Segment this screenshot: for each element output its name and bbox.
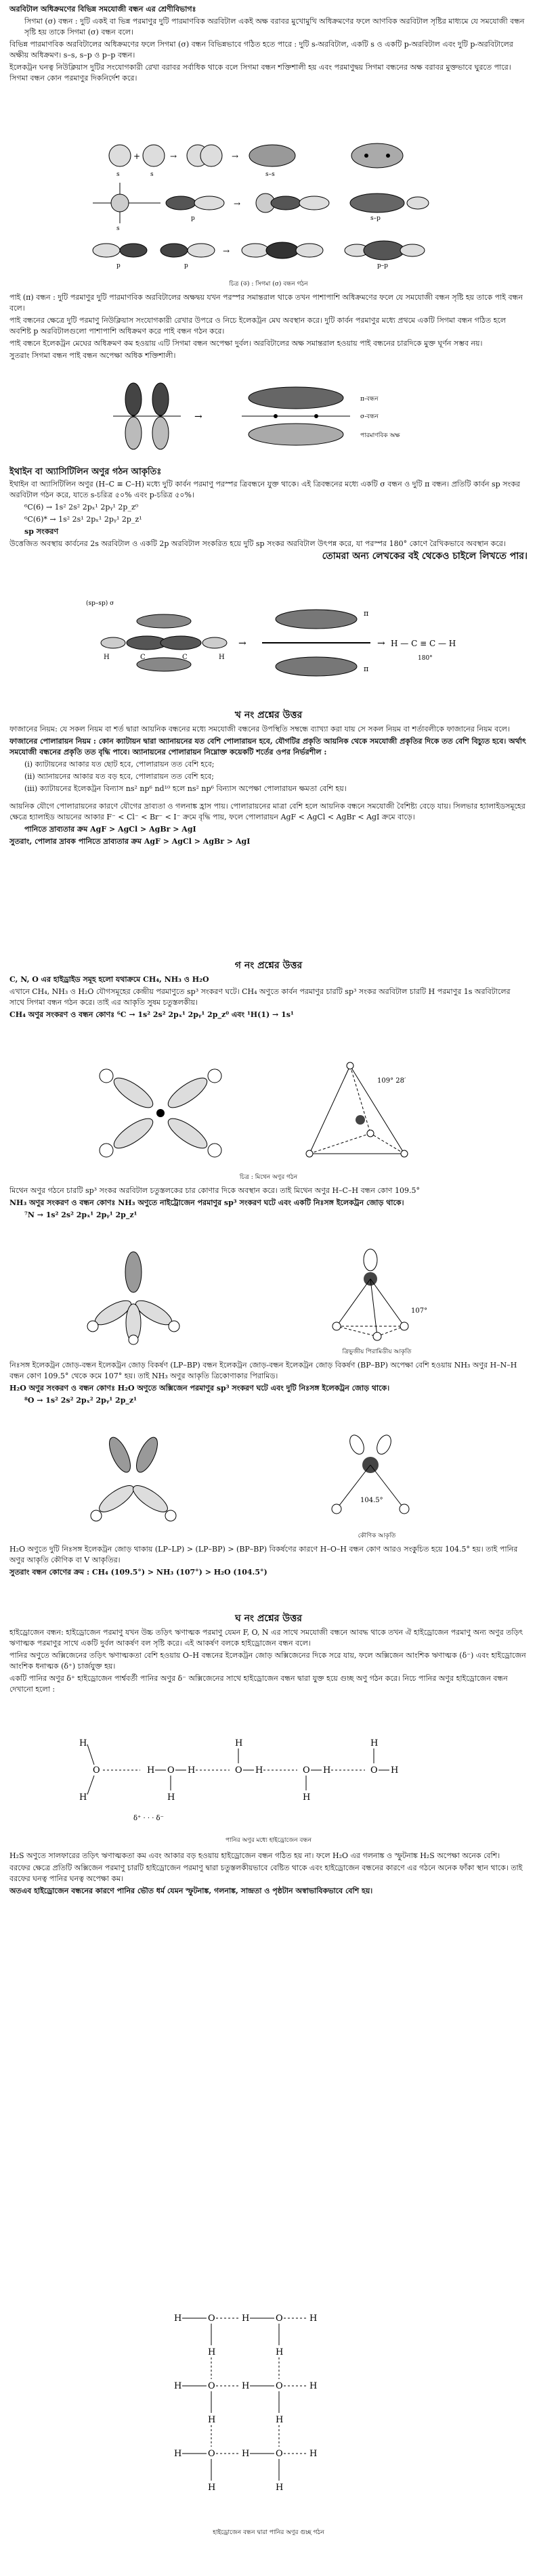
- svg-text:→: →: [233, 199, 240, 208]
- nh3-explanation: নিঃসঙ্গ ইলেকট্রন জোড়-বন্ধন ইলেকট্রন জোড় বিকর্ষণ (LP–BP) বন্ধন ইলেকট্রন জোড়-বন্ধন ইলেকট্রন জোড় বিকর্ষণ (BP–BP) অপেক্ষা বেশি হওয়ায় NH₃ অণুর H–N–H বন্ধন কোণ 109.5° থেকে কমে 107° হয়। তাই NH₃ অণুর আকৃতি ত্রিকোণাকার পিরামিড।: [9, 1361, 517, 1380]
- ch4-caption: চিত্র : মিথেন অণুর গঠন: [239, 1174, 298, 1181]
- fig1-caption: চিত্র (ক) : সিগমা (σ) বন্ধন গঠন: [229, 281, 308, 288]
- fig1-label-4: p: [190, 215, 195, 222]
- sigma-definition: সিগমা (σ) বন্ধন : দুটি একই বা ভিন্ন পরমাণুর দুটি পারমাণবিক অরবিটাল একই অক্ষ বরাবর মুখোমুখি অধিক্রমণের ফলে আণবিক অরবিটাল সৃষ্টির মাধ্যমে যে সমযোজী বন্ধন সৃষ্টি হয় তাকে সিগমা (σ) বন্ধন বলে।: [24, 17, 525, 37]
- svg-text:O: O: [207, 2449, 215, 2459]
- ethyne-label-8: 180°: [417, 655, 433, 662]
- svg-text:H: H: [79, 1792, 87, 1803]
- hbond-figure: [0, 1719, 537, 1834]
- svg-text:→: →: [194, 411, 202, 422]
- pi-fig-label-0: π-বন্ধন: [360, 396, 378, 403]
- h2s-comparison: H₂S অণুতে সালফারের তড়িৎ ঋণাত্মকতা কম এবং আকার বড় হওয়ায় হাইড্রোজেন বন্ধন গঠিত হয় না। ফলে H₂O এর গলনাঙ্ক ও স্ফুটনাঙ্ক H₂S অপেক্ষা অনেক বেশি।: [9, 1851, 500, 1860]
- h2o-angle-label: 104.5°: [360, 1497, 383, 1504]
- nh3-orbitals: [87, 1252, 179, 1345]
- hbond-conclusion: অতএব হাইড্রোজেন বন্ধনের কারণে পানির ভৌত ধর্ম যেমন স্ফুটনাঙ্ক, গলনাঙ্ক, সান্দ্রতা ও পৃষ্ঠটান অস্বাভাবিকভাবে বেশি হয়।: [9, 1886, 373, 1895]
- ethyne-label-7: H — C ≡ C — H: [390, 639, 456, 648]
- bond-angle-summary: সুতরাং বন্ধন কোণের ক্রম : CH₄ (109.5°) > NH₃ (107°) > H₂O (104.5°): [9, 1568, 267, 1577]
- fig1-label-8: p–p: [377, 263, 388, 269]
- pi-conclusion: সুতরাং সিগমা বন্ধন পাই বন্ধন অপেক্ষা অধিক শক্তিশালী।: [9, 351, 176, 360]
- nh3-figure: [0, 1245, 537, 1347]
- svg-text:O: O: [302, 1765, 310, 1776]
- svg-text:H: H: [255, 1765, 263, 1776]
- fajan-rule-definition: ফাজানের নিয়ম: যে সকল নিয়ম বা শর্ত দ্বারা আয়নিক বন্ধনের মধ্যে সমযোজী বন্ধনের উপস্থিতি সম্বন্ধে ব্যাখ্যা করা যায় সে সকল নিয়ম বা শর্তাবলীকে ফাজানের নিয়ম বলে।: [9, 725, 510, 733]
- ethyne-label-5: π: [363, 609, 368, 618]
- author-note: তোমরা অন্য লেখকের বই থেকেও চাইলে লিখতে পার।: [322, 551, 528, 562]
- svg-text:O: O: [370, 1765, 378, 1776]
- ethyne-description: উত্তেজিত অবস্থায় কার্বনের 2s অরবিটাল ও একটি 2p অরবিটাল সংকরিত হয়ে দুটি sp সংকর অরবিটাল উৎপন্ন করে, যা পরস্পর 180° কোণে রৈখিকভাবে অবস্থান করে।: [9, 539, 506, 548]
- sigma-types: বিভিন্ন পারমাণবিক অরবিটালের অধিক্রমণের ফলে সিগমা (σ) বন্ধন বিভিন্নভাবে গঠিত হতে পারে : দুটি s-অরবিটাল, একটি s ও একটি p-অরবিটাল এবং দুটি p-অরবিটালের অক্ষীয় অধিক্রমণ। s–s, s–p ও p–p বন্ধন।: [9, 40, 513, 60]
- nh3-angle-label: 107°: [410, 1307, 427, 1315]
- svg-text:H: H: [370, 1738, 378, 1748]
- svg-text:H: H: [207, 2483, 215, 2493]
- sigma-density: ইলেকট্রন ঘনত্ব নিউক্লিয়াস দুটির সংযোগকারী রেখা বরাবর সর্বাধিক থাকে বলে সিগমা বন্ধন শক্তিশালী হয় এবং পরমাণুদ্বয় সিগমা বন্ধনের অক্ষ বরাবর মুক্তভাবে ঘুরতে পারে। সিগমা বন্ধন কোন পরমাণুর দিকনির্দেশ করে।: [9, 63, 511, 83]
- svg-text:→: →: [222, 246, 230, 256]
- water-cluster-caption: হাইড্রোজেন বন্ধন দ্বারা পানির অণুর গুচ্ছ গঠন: [213, 2529, 324, 2536]
- svg-text:H: H: [241, 2449, 249, 2459]
- svg-text:O: O: [167, 1765, 175, 1776]
- hbond-polarity: পানির অণুতে অক্সিজেনের তড়িৎ ঋণাত্মকতা বেশি হওয়ায় O–H বন্ধনের ইলেকট্রন জোড় অক্সিজেনের দিকে সরে যায়, ফলে অক্সিজেন আংশিক ঋণাত্মক (δ⁻) এবং হাইড্রোজেন আংশিক ধনাত্মক (δ⁺) চার্জযুক্ত হয়।: [9, 1651, 526, 1671]
- ethyne-pi-overlap: [262, 609, 370, 676]
- h2o-caption: কৌণিক আকৃতি: [358, 1533, 396, 1539]
- svg-text:H: H: [322, 1765, 330, 1776]
- h2o-explanation: H₂O অণুতে দুটি নিঃসঙ্গ ইলেকট্রন জোড় থাকায় (LP–LP) > (LP–BP) > (BP–BP) বিকর্ষণের কারণে H–O–H বন্ধন কোণ আরও সংকুচিত হয়ে 104.5° হয়। তাই পানির অণুর আকৃতি কৌণিক বা V আকৃতির।: [9, 1545, 518, 1564]
- svg-text:H: H: [241, 2381, 249, 2391]
- ch4-nh3-block: [9, 1185, 528, 1222]
- svg-text:O: O: [207, 2381, 215, 2391]
- fajan-rule-1: (i) ক্যাটায়নের আকার যত ছোট হবে, পোলারায়ন তত বেশি হবে;: [24, 760, 215, 769]
- svg-text:H: H: [234, 1738, 242, 1748]
- ice-density: বরফের ক্ষেত্রে প্রতিটি অক্সিজেন পরমাণু চারটি হাইড্রোজেন পরমাণু দ্বারা চতুস্তলকীয়ভাবে বেষ্টিত থাকে এবং হাইড্রোজেন বন্ধনের কারণে এর গঠনে অনেক ফাঁকা স্থান থাকে। তাই বরফের ঘনত্ব পানির ঘনত্ব অপেক্ষা কম।: [9, 1863, 523, 1883]
- svg-text:H: H: [302, 1792, 310, 1803]
- svg-text:H: H: [275, 2483, 283, 2493]
- ch4-tetrahedron: [306, 1062, 408, 1157]
- fig1-label-0: s: [116, 171, 120, 178]
- section-b-title: খ নং প্রশ্নের উত্তর: [234, 710, 303, 721]
- s-s-overlap: [109, 143, 403, 168]
- ethyne-label-0: (sp–sp) σ: [85, 600, 114, 607]
- h2o-title: H₂O অণুর সংকরণ ও বন্ধন কোণঃ H₂O অণুতে অক্সিজেন পরমাণুর sp³ সংকরণ ঘটে এবং দুটি নিঃসঙ্গ ইলেকট্রন জোড় থাকে।: [9, 1384, 390, 1393]
- svg-text:H: H: [167, 1792, 175, 1803]
- ethyne-label-3: C: [181, 654, 188, 661]
- pi-weakness: পাই বন্ধনে ইলেকট্রন মেঘের অধিক্রমণ কম হওয়ায় এটি সিগমা বন্ধন অপেক্ষা দুর্বল। অরবিটালের অক্ষ সমান্তরাল হওয়ায় পাই বন্ধনের চারদিকে মুক্ত ঘূর্ণন সম্ভব নয়।: [9, 339, 483, 348]
- svg-text:H: H: [309, 2381, 317, 2391]
- svg-text:H: H: [275, 2347, 283, 2357]
- ethyne-figure: [0, 595, 537, 697]
- ethyne-orbitals: [86, 600, 227, 671]
- svg-text:H: H: [207, 2347, 215, 2357]
- section-c-title: গ নং প্রশ্নের উত্তর: [234, 960, 303, 971]
- svg-text:→: →: [169, 152, 177, 161]
- sigma-figure: [0, 129, 537, 277]
- ch4-angle-text: মিথেন অণুর গঠনে চারটি sp³ সংকর অরবিটাল চতুস্তলকের চার কোণার দিকে অবস্থান করে। তাই মিথেন অণুর H–C–H বন্ধন কোণ 109.5°: [9, 1186, 420, 1195]
- solubility-series-1: পানিতে দ্রাব্যতার ক্রম AgF > AgCl > AgBr > AgI: [24, 825, 196, 834]
- pi-formation: পাই বন্ধনের ক্ষেত্রে দুটি পরমাণু নিউক্লিয়াস সংযোগকারী রেখার উপরে ও নিচে ইলেকট্রন মেঘ অবস্থান করে। দুটি কার্বন পরমাণুর মধ্যে প্রথমে একটি সিগমা বন্ধন গঠিত হলে অবশিষ্ট p অরবিটালগুলো পাশাপাশি অধিক্রমণ করে পাই বন্ধন গঠন করে।: [9, 316, 507, 336]
- ch4-orbital-diagram: [100, 1069, 221, 1157]
- svg-text:O: O: [234, 1765, 242, 1776]
- ethyne-label-2: C: [139, 654, 146, 661]
- ch4-config: CH₄ অণুর সংকরণ ও বন্ধন কোণঃ ⁶C → 1s² 2s² 2pₓ¹ 2pᵧ¹ 2p_z⁰ এবং ¹H(1) → 1s¹: [9, 1010, 294, 1019]
- svg-text:O: O: [275, 2381, 283, 2391]
- pi-definition: পাই (π) বন্ধন : দুটি পরমাণুর দুটি পারমাণবিক অরবিটালের অক্ষদ্বয় যখন পরস্পর সমান্তরাল থাকে তখন পাশাপাশি অধিক্রমণের ফলে যে সমযোজী বন্ধন সৃষ্টি হয় তাকে পাই বন্ধন বলে।: [9, 293, 523, 313]
- ethyne-title: ইথাইন বা অ্যাসিটিলিন অণুর গঠন আকৃতিঃ: [9, 467, 162, 477]
- fig1-label-5: s–p: [370, 215, 381, 222]
- pi-fig-label-2: পারমাণবিক অক্ষ: [360, 432, 400, 439]
- pi-figure: [0, 379, 537, 453]
- svg-text:H: H: [309, 2449, 317, 2459]
- svg-text:H: H: [275, 2415, 283, 2425]
- water-hbond-chain: [79, 1738, 398, 1822]
- svg-text:O: O: [275, 2449, 283, 2459]
- h2o-orbitals: [91, 1434, 176, 1521]
- ethyne-label-4: H: [218, 654, 225, 661]
- fig1-label-2: s–s: [265, 171, 275, 178]
- svg-text:H: H: [390, 1765, 398, 1776]
- intro-block: [9, 4, 528, 85]
- fajan-rule-3: (iii) ক্যাটায়নের ইলেকট্রন বিন্যাস ns² np⁶ nd¹⁰ হলে ns² np⁶ বিন্যাস অপেক্ষা পোলারায়ন ক্ষমতা বেশি হয়।: [24, 784, 347, 793]
- nh3-pyramid: [332, 1249, 427, 1340]
- carbon-config-excited: ⁶C(6)* → 1s² 2s¹ 2pₓ¹ 2pᵧ¹ 2p_z¹: [24, 515, 142, 524]
- svg-text:H: H: [173, 2313, 181, 2324]
- ch4-angle-label: 109° 28′: [377, 1077, 406, 1085]
- section-d-block: [9, 1627, 528, 1696]
- hbond-caption: পানির অণুর মধ্যে হাইড্রোজেন বন্ধন: [225, 1837, 312, 1844]
- hydrides-list: C, N, O এর হাইড্রাইড সমূহ হলো যথাক্রমে CH₄, NH₃ ও H₂O: [9, 975, 209, 984]
- hydrides-hybridization: এখানে CH₄, NH₃ ও H₂O যৌগসমূহের কেন্দ্রীয় পরমাণুতে sp³ সংকরণ ঘটে। CH₄ অণুতে কার্বন পরমাণুর চারটি sp³ সংকর অরবিটাল চারটি H পরমাণুর 1s অরবিটালের সাথে সিগমা বন্ধন গঠন করে। তাই এর আকৃতি সুষম চতুস্তলকীয়।: [9, 987, 511, 1007]
- svg-text:O: O: [207, 2313, 215, 2324]
- nh3-config: ⁷N → 1s² 2s² 2pₓ¹ 2pᵧ¹ 2p_z¹: [24, 1211, 137, 1219]
- svg-text:O: O: [275, 2313, 283, 2324]
- fig1-label-3: s: [116, 225, 120, 232]
- section-d-more: [9, 1851, 528, 1898]
- fajan-rule-2: (ii) অ্যানায়নের আকার যত বড় হবে, পোলারায়ন তত বেশি হবে;: [24, 772, 214, 781]
- nh3-caption: ত্রিভুজীয় পিরামিডীয় আকৃতি: [342, 1349, 412, 1355]
- h2o-config: ⁸O → 1s² 2s² 2pₓ² 2pᵧ¹ 2p_z¹: [24, 1396, 137, 1405]
- svg-text:+: +: [133, 152, 140, 161]
- h2o-text-block: [9, 1544, 528, 1579]
- ethyne-label-6: π: [363, 664, 368, 673]
- svg-text:H: H: [173, 2381, 181, 2391]
- p-p-overlap: [93, 241, 425, 260]
- fig1-label-1: s: [150, 171, 154, 178]
- svg-text:H: H: [187, 1765, 195, 1776]
- fig1-label-6: p: [116, 263, 121, 269]
- water-cluster-figure: [0, 2301, 537, 2524]
- hbond-cluster: একটি পানির অণুর δ⁺ হাইড্রোজেন পার্শ্ববর্তী পানির অণুর δ⁻ অক্সিজেনের সাথে হাইড্রোজেন বন্ধন দ্বারা যুক্ত হয়ে গুচ্ছ অণু গঠন করে। নিচে পানির অণুর হাইড্রোজেন বন্ধন দেখানো হলো :: [9, 1674, 508, 1694]
- svg-text:H: H: [146, 1765, 154, 1776]
- svg-text:→: →: [377, 638, 385, 649]
- section-b-block: [9, 724, 528, 849]
- svg-text:H: H: [207, 2415, 215, 2425]
- svg-text:δ⁺ · · · δ⁻: δ⁺ · · · δ⁻: [133, 1815, 164, 1822]
- carbon-config-ground: ⁶C(6) → 1s² 2s² 2pₓ¹ 2pᵧ¹ 2p_z⁰: [24, 503, 139, 512]
- svg-text:H: H: [79, 1738, 87, 1748]
- pi-block: [9, 292, 528, 363]
- section-d-title: ঘ নং প্রশ্নের উত্তর: [235, 1613, 302, 1624]
- svg-text:H: H: [309, 2313, 317, 2324]
- hbond-definition: হাইড্রোজেন বন্ধন: হাইড্রোজেন পরমাণু যখন উচ্চ তড়িৎ ঋণাত্মক পরমাণু যেমন F, O, N এর সাথে সমযোজী বন্ধনে আবদ্ধ থাকে তখন ঐ হাইড্রোজেন পরমাণু অন্য অণুর তড়িৎ ঋণাত্মক পরমাণুর সাথে একটি দুর্বল আকর্ষণ বল সৃষ্টি করে। এই আকর্ষণ বলকে হাইড্রোজেন বন্ধন বলে।: [9, 1628, 523, 1648]
- nh3-text-block: [9, 1360, 528, 1407]
- ethyne-block: [9, 467, 528, 563]
- svg-text:O: O: [92, 1765, 100, 1776]
- hybrid-label: sp সংকরণ: [24, 527, 59, 536]
- svg-text:→: →: [238, 638, 246, 649]
- nh3-title: NH₃ অণুর সংকরণ ও বন্ধন কোণঃ NH₃ অণুতে নাইট্রোজেন পরমাণুর sp³ সংকরণ ঘটে এবং একটি নিঃসঙ্গ ইলেকট্রন জোড় থাকে।: [9, 1198, 404, 1207]
- intro-heading: অরবিটাল অধিক্রমণের বিভিন্ন সমযোজী বন্ধন এর শ্রেণীবিভাগঃ: [9, 5, 196, 14]
- water-cluster-grid: [174, 2313, 317, 2493]
- svg-text:H: H: [241, 2313, 249, 2324]
- fig1-label-7: p: [184, 263, 188, 269]
- section-c-block: [9, 974, 528, 1022]
- h2o-bent: [332, 1433, 409, 1514]
- ch4-figure: [0, 1056, 537, 1171]
- svg-text:H: H: [173, 2449, 181, 2459]
- solubility-series-2: সুতরাং, পোলার দ্রাবক পানিতে দ্রাব্যতার ক্রম AgF > AgCl > AgBr > AgI: [9, 837, 251, 846]
- pi-fig-label-1: σ-বন্ধন: [360, 413, 379, 420]
- ethyne-intro: ইথাইন বা অ্যাসিটিলিন অণুর (H–C ≡ C–H) মধ্যে দুটি কার্বন পরমাণু পরস্পর ত্রিবন্ধনে যুক্ত থাকে। এই ত্রিবন্ধনের মধ্যে একটি σ বন্ধন ও দুটি π বন্ধন। প্রতিটি কার্বন sp সংকর অরবিটাল গঠন করে, যাতে s-চরিত্র ৫০% এবং p-চরিত্র ৫০%।: [9, 480, 520, 499]
- silver-halide-text: আয়নিক যৌগে পোলারায়নের কারণে যৌগের দ্রাব্যতা ও গলনাঙ্ক হ্রাস পায়। পোলারায়নের মাত্রা বেশি হলে আয়নিক বন্ধনে সমযোজী বৈশিষ্ট্য বেড়ে যায়। সিলভার হ্যালাইডসমূহের ক্ষেত্রে হ্যালাইড আয়নের আকার F⁻ < Cl⁻ < Br⁻ < I⁻ ক্রমে বৃদ্ধি পায়, ফলে পোলারায়ন AgF < AgCl < AgBr < AgI ক্রমে বাড়ে।: [9, 802, 525, 821]
- fajan-polarization: ফাজানের পোলারায়ন নিয়ম : কোন ক্যাটায়ন দ্বারা অ্যানায়নের যত বেশি পোলারায়ন হবে, যৌগটির প্রকৃতি আয়নিক থেকে সমযোজী প্রকৃতির দিকে তত বেশি বিচ্যুত হবে। অর্থাৎ সমযোজী বন্ধনের প্রকৃতি তত বৃদ্ধি পাবে। অ্যানায়নের পোলারায়ন নিম্নোক্ত কয়েকটি শর্তের ওপর নির্ভরশীল :: [9, 737, 526, 756]
- h2o-figure: [0, 1428, 537, 1529]
- ethyne-label-1: H: [103, 654, 110, 661]
- svg-text:→: →: [231, 152, 238, 161]
